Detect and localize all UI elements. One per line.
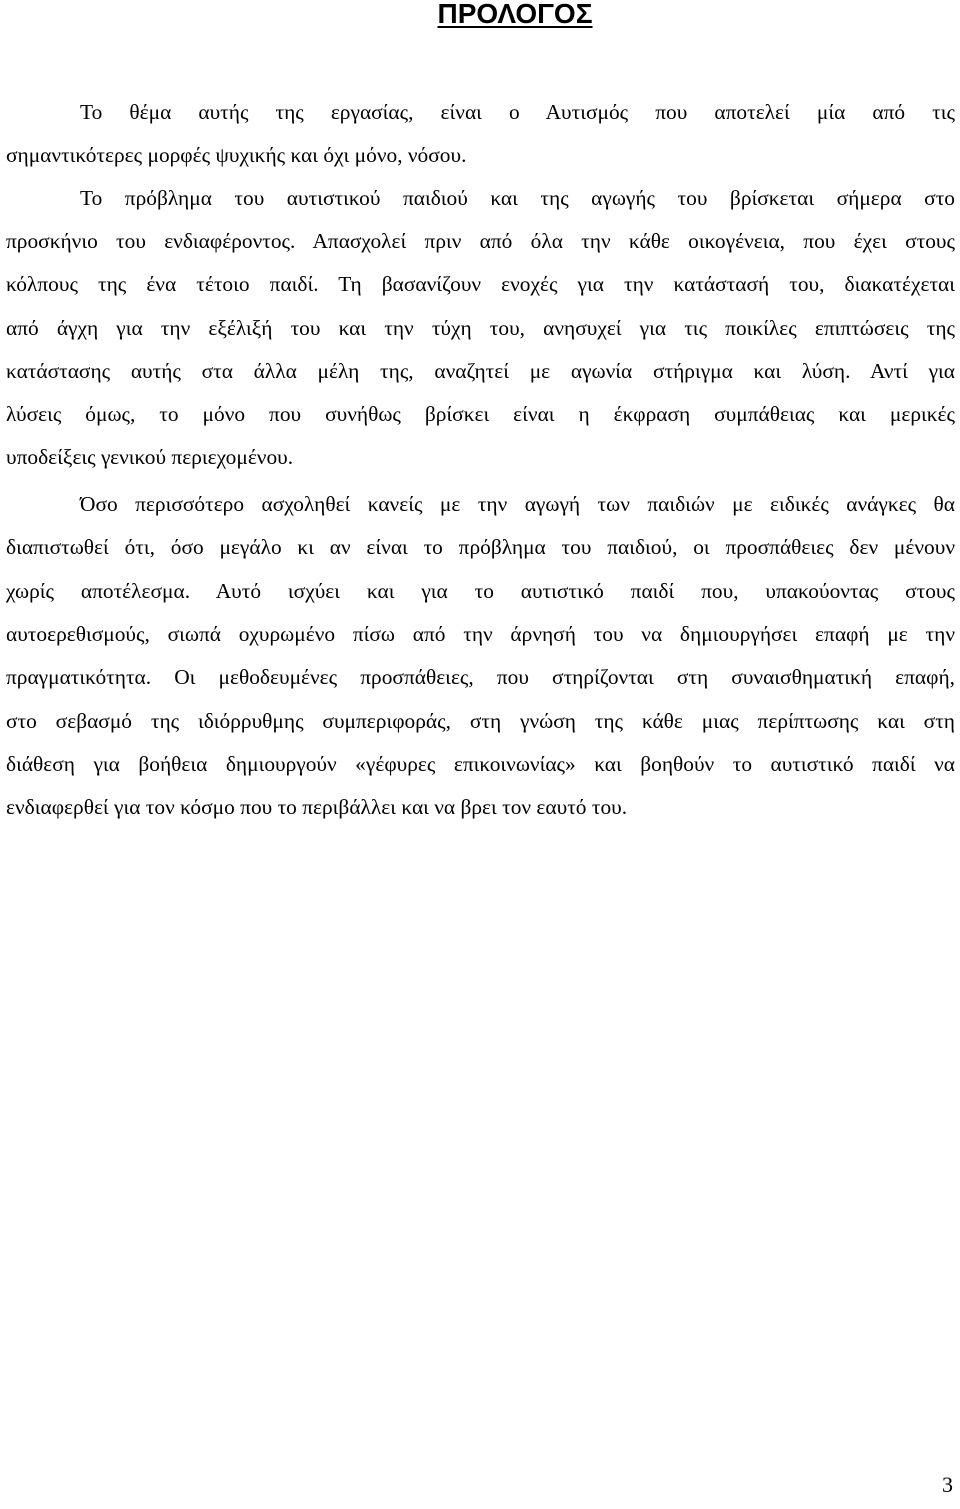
- page-title: ΠΡΟΛΟΓΟΣ: [437, 0, 593, 29]
- text-line: κατάστασης αυτής στα άλλα μέλη της, αναζητεί με αγωνία στήριγμα και λύση. Αντί για: [6, 359, 955, 383]
- text-line: από άγχη για την εξέλιξή του και την τύχη του, ανησυχεί για τις ποικίλες επιπτώσεις της: [6, 316, 955, 340]
- text-line: Το θέμα αυτής της εργασίας, είναι ο Αυτισμός που αποτελεί μία από τις: [80, 100, 955, 124]
- text-line: διαπιστωθεί ότι, όσο μεγάλο κι αν είναι το πρόβλημα του παιδιού, οι προσπάθειες δεν μένουν: [6, 535, 955, 559]
- text-line: υποδείξεις γενικού περιεχομένου.: [6, 445, 294, 469]
- text-line: στο σεβασμό της ιδιόρρυθμης συμπεριφοράς, στη γνώση της κάθε μιας περίπτωσης και στη: [6, 709, 955, 733]
- text-line: χωρίς αποτέλεσμα. Αυτό ισχύει και για το αυτιστικό παιδί που, υπακούοντας στους: [6, 579, 955, 603]
- text-line: προσκήνιο του ενδιαφέροντος. Απασχολεί πριν από όλα την κάθε οικογένεια, που έχει στους: [6, 229, 955, 253]
- page-number: 3: [942, 1472, 953, 1497]
- text-line: κόλπους της ένα τέτοιο παιδί. Τη βασανίζουν ενοχές για την κατάστασή του, διακατέχεται: [6, 272, 955, 296]
- text-line: σημαντικότερες μορφές ψυχικής και όχι μόνο, νόσου.: [6, 143, 467, 167]
- text-line: διάθεση για βοήθεια δημιουργούν «γέφυρες επικοινωνίας» και βοηθούν το αυτιστικό παιδί να: [6, 752, 955, 776]
- text-line: πραγματικότητα. Οι μεθοδευμένες προσπάθειες, που στηρίζονται στη συναισθηματική επαφή,: [6, 665, 955, 689]
- text-line: αυτοερεθισμούς, σιωπά οχυρωμένο πίσω από την άρνησή του να δημιουργήσει επαφή με την: [6, 622, 955, 646]
- text-line: Το πρόβλημα του αυτιστικού παιδιού και της αγωγής του βρίσκεται σήμερα στο: [80, 186, 955, 210]
- text-line: λύσεις όμως, το μόνο που συνήθως βρίσκει είναι η έκφραση συμπάθειας και μερικές: [6, 402, 955, 426]
- text-line: Όσο περισσότερο ασχοληθεί κανείς με την αγωγή των παιδιών με ειδικές ανάγκες θα: [80, 492, 955, 516]
- text-line: ενδιαφερθεί για τον κόσμο που το περιβάλλει και να βρει τον εαυτό του.: [6, 795, 628, 819]
